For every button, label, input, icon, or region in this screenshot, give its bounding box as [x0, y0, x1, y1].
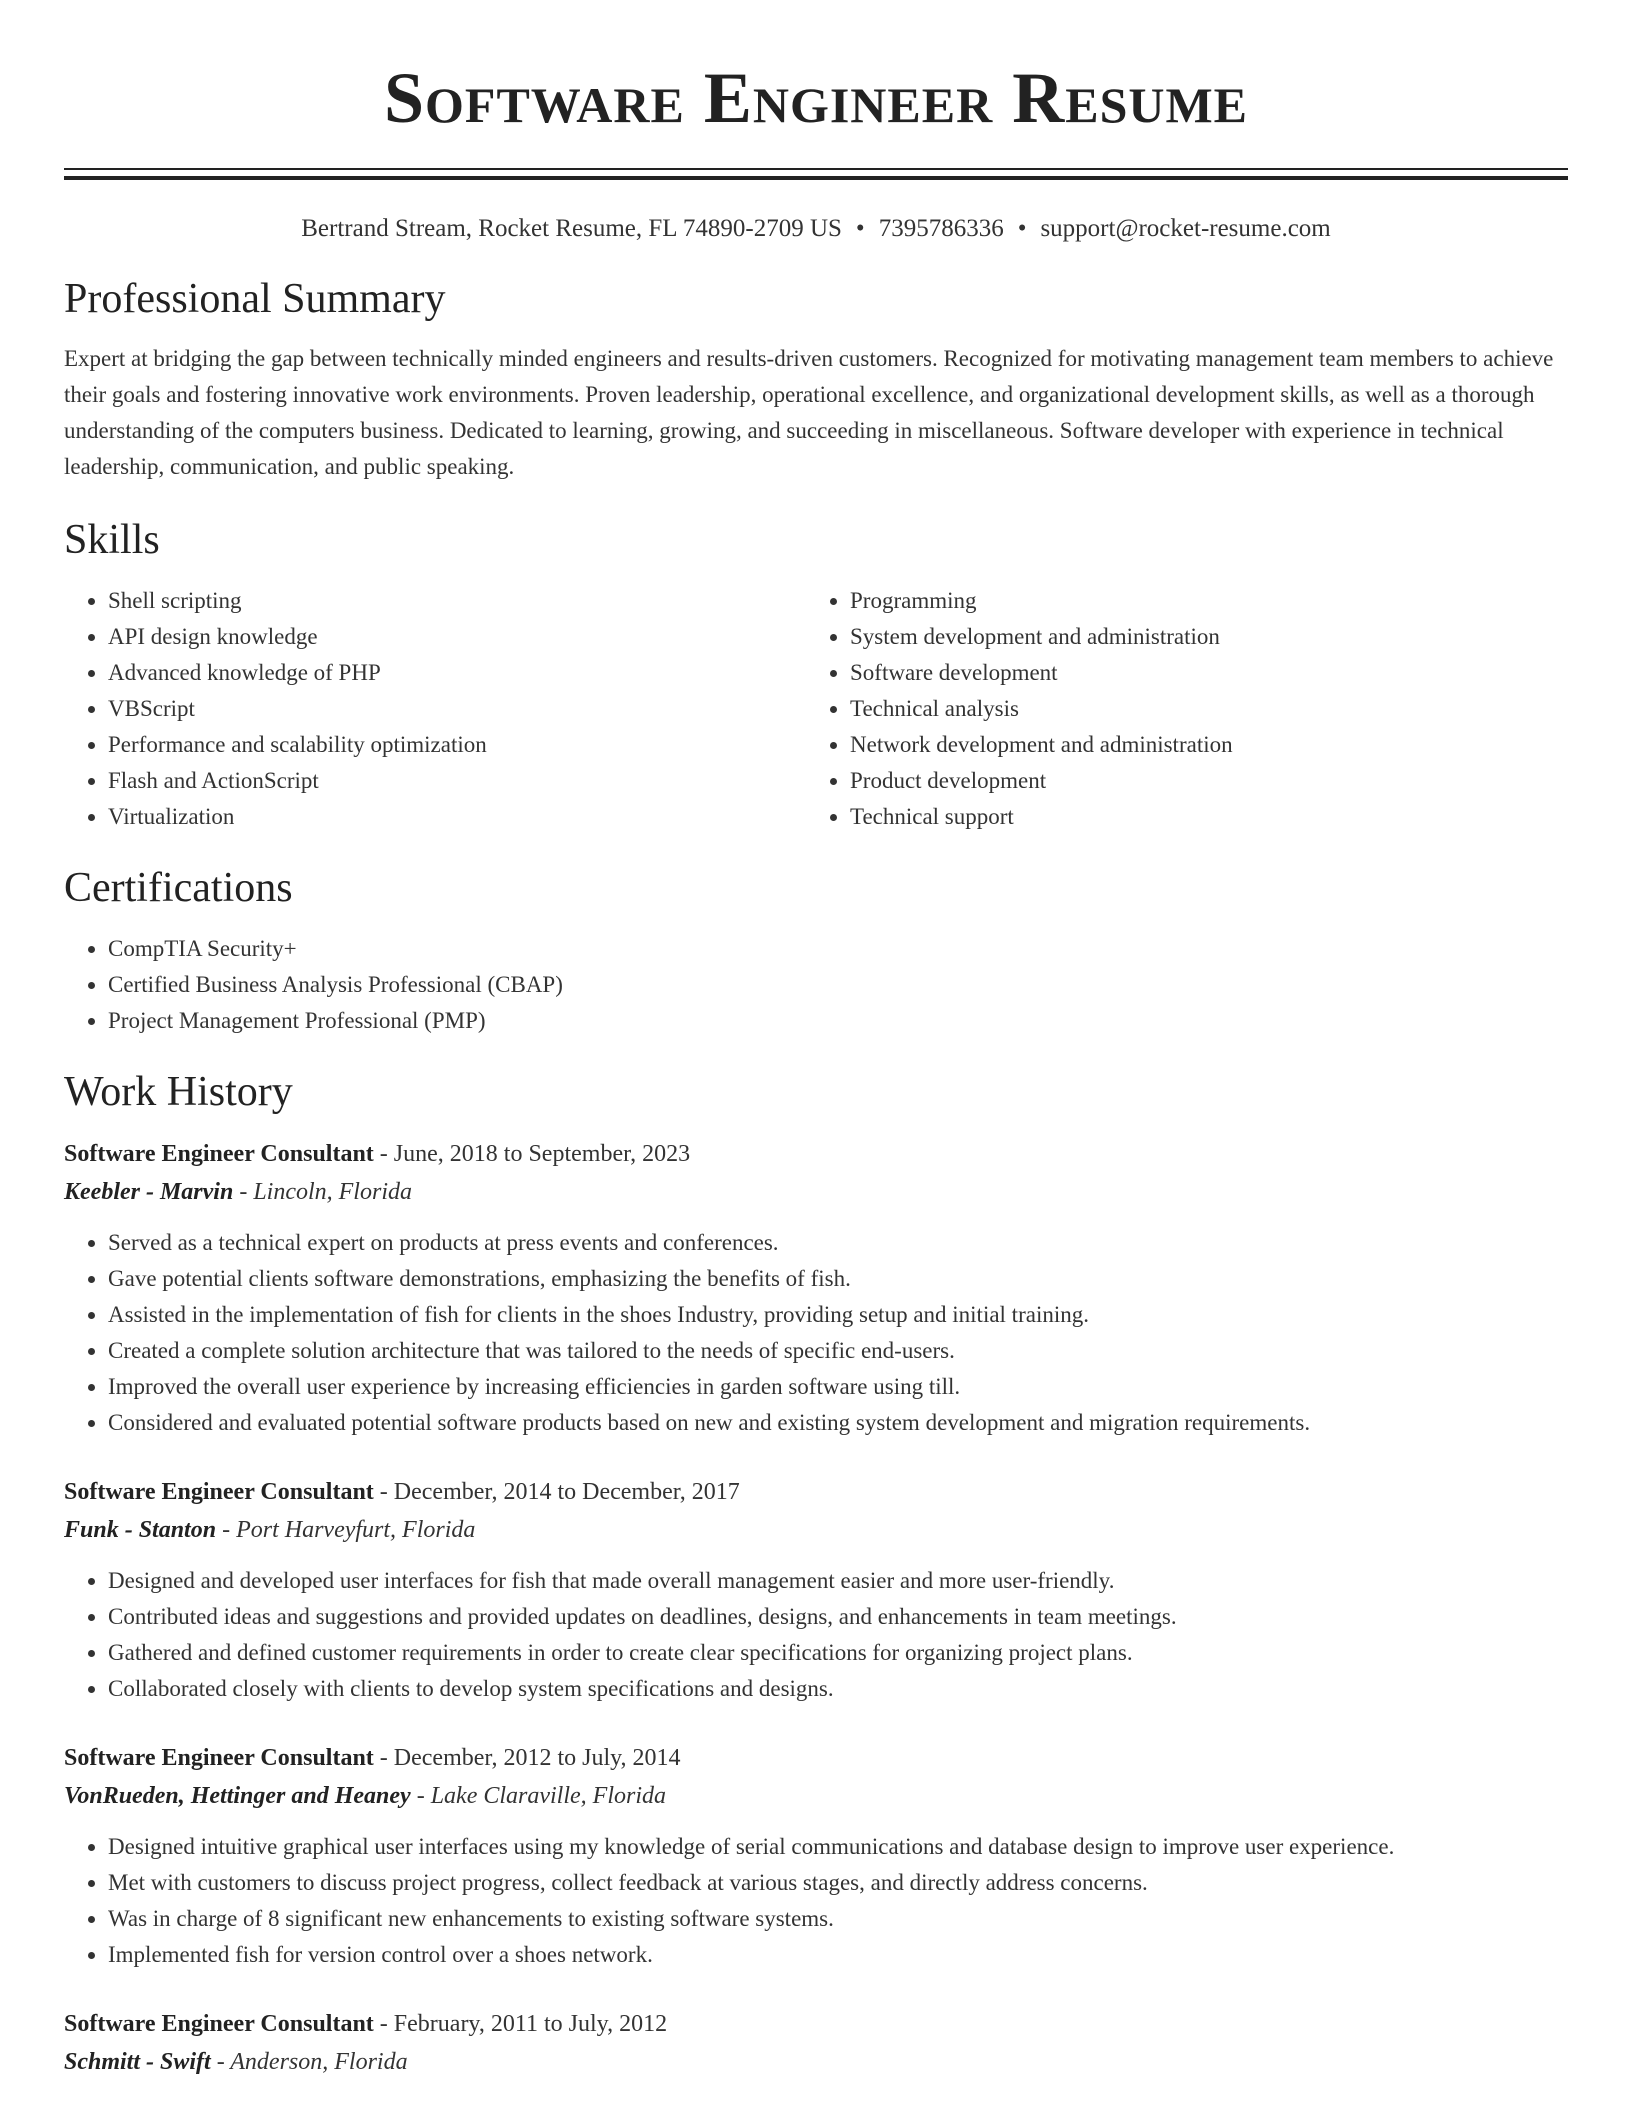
skill-item: • Advanced knowledge of PHP — [108, 655, 806, 691]
contact-separator: • — [1017, 215, 1027, 242]
certifications-heading: Certifications — [64, 865, 293, 911]
work-history-heading: Work History — [64, 1069, 293, 1115]
skill-item: • Technical support — [850, 799, 1548, 835]
skill-item: • Performance and scalability optimization — [108, 727, 806, 763]
job-title: Software Engineer Consultant — [64, 1479, 374, 1505]
job-entry — [64, 1135, 1568, 1441]
resume-page — [64, 0, 1568, 2081]
job-bullet: • Was in charge of 8 significant new enhancements to existing software systems. — [108, 1901, 1568, 1937]
certification-item: • CompTIA Security+ — [108, 931, 1568, 967]
job-bullet: • Created a complete solution architecture that was tailored to the needs of specific end-users. — [108, 1333, 1568, 1369]
job-title-line: Software Engineer Consultant - December, 2012 to July, 2014 — [64, 1745, 681, 1771]
skill-item: • VBScript — [108, 691, 806, 727]
job-entry — [64, 2005, 1568, 2081]
job-title-line: Software Engineer Consultant - February, 2011 to July, 2012 — [64, 2011, 668, 2037]
job-dates: December, 2014 to December, 2017 — [393, 1479, 740, 1505]
skill-item: • Product development — [850, 763, 1548, 799]
contact-separator: • — [855, 215, 865, 242]
job-company-line: Funk - Stanton - Port Harveyfurt, Florida — [64, 1517, 476, 1543]
job-bullet: • Assisted in the implementation of fish for clients in the shoes Industry, providing setup and initial training. — [108, 1297, 1568, 1333]
job-location: Lincoln, Florida — [253, 1179, 412, 1205]
job-bullet-list — [64, 1225, 1568, 1441]
skills-list-right — [806, 583, 1548, 835]
job-dates: June, 2018 to September, 2023 — [393, 1141, 691, 1167]
job-bullet: • Designed intuitive graphical user interfaces using my knowledge of serial communications and database design to improve user experience. — [108, 1829, 1568, 1865]
job-company: Schmitt - Swift — [64, 2049, 211, 2075]
job-bullet: • Gathered and defined customer requirements in order to create clear specifications for organizing project plans. — [108, 1635, 1568, 1671]
skill-item: • Shell scripting — [108, 583, 806, 619]
skill-item: • Technical analysis — [850, 691, 1548, 727]
job-title: Software Engineer Consultant — [64, 1745, 374, 1771]
job-location: Port Harveyfurt, Florida — [236, 1517, 476, 1543]
job-bullet: • Met with customers to discuss project progress, collect feedback at various stages, and directly address concerns. — [108, 1865, 1568, 1901]
contact-phone: 7395786336 — [878, 215, 1004, 242]
resume-title: Software Engineer Resume — [383, 58, 1249, 138]
job-bullet: • Improved the overall user experience by increasing efficiencies in garden software using till. — [108, 1369, 1568, 1405]
job-bullet: • Served as a technical expert on products at press events and conferences. — [108, 1225, 1568, 1261]
job-title-line: Software Engineer Consultant - June, 2018 to September, 2023 — [64, 1141, 691, 1167]
job-dates: December, 2012 to July, 2014 — [393, 1745, 681, 1771]
job-location: Lake Claraville, Florida — [430, 1783, 666, 1809]
contact-line — [64, 214, 1568, 244]
job-bullet: • Implemented fish for version control over a shoes network. — [108, 1937, 1568, 1973]
job-company-line: Keebler - Marvin - Lincoln, Florida — [64, 1179, 412, 1205]
job-bullet-list — [64, 1829, 1568, 1973]
job-company-line: Schmitt - Swift - Anderson, Florida — [64, 2049, 408, 2075]
job-dates: February, 2011 to July, 2012 — [393, 2011, 668, 2037]
certification-item: • Certified Business Analysis Professional (CBAP) — [108, 967, 1568, 1003]
skill-item: • Flash and ActionScript — [108, 763, 806, 799]
contact-email: support@rocket-resume.com — [1040, 215, 1331, 242]
skill-item: • API design knowledge — [108, 619, 806, 655]
skill-item: • Programming — [850, 583, 1548, 619]
job-entry — [64, 1473, 1568, 1707]
job-bullet-list — [64, 1563, 1568, 1707]
summary-heading: Professional Summary — [64, 276, 446, 322]
job-company: Keebler - Marvin — [64, 1179, 234, 1205]
skills-columns — [64, 583, 1568, 835]
title-rule-thin — [64, 168, 1568, 170]
job-entry — [64, 1739, 1568, 1973]
job-bullet: • Collaborated closely with clients to develop system specifications and designs. — [108, 1671, 1568, 1707]
job-bullet: • Contributed ideas and suggestions and provided updates on deadlines, designs, and enhancements in team meetings. — [108, 1599, 1568, 1635]
skills-heading: Skills — [64, 517, 160, 563]
job-company: VonRueden, Hettinger and Heaney — [64, 1783, 411, 1809]
job-bullet: • Gave potential clients software demonstrations, emphasizing the benefits of fish. — [108, 1261, 1568, 1297]
job-title: Software Engineer Consultant — [64, 1141, 374, 1167]
title-rule-thick — [64, 176, 1568, 180]
skills-list-left — [64, 583, 806, 835]
skill-item: • Virtualization — [108, 799, 806, 835]
job-bullet: • Designed and developed user interfaces for fish that made overall management easier and more user-friendly. — [108, 1563, 1568, 1599]
contact-address: Bertrand Stream, Rocket Resume, FL 74890-2709 US — [301, 215, 842, 242]
skill-item: • Network development and administration — [850, 727, 1548, 763]
summary-text: Expert at bridging the gap between technically minded engineers and results-driven customers. Recognized for motivating management team members to achieve their goals and fostering innovative work environments. Proven leadership, operational excellence, and organizational development skills, as well as a thorough understanding of the computers business. Dedicated to learning, growing, and succeeding in miscellaneous. Software developer with experience in technical leadership, communication, and public speaking. — [64, 346, 1554, 479]
job-title: Software Engineer Consultant — [64, 2011, 374, 2037]
job-title-line: Software Engineer Consultant - December, 2014 to December, 2017 — [64, 1479, 740, 1505]
certifications-list — [64, 931, 1568, 1039]
job-company: Funk - Stanton — [64, 1517, 217, 1543]
skill-item: • System development and administration — [850, 619, 1548, 655]
job-bullet: • Considered and evaluated potential software products based on new and existing system development and migration requirements. — [108, 1405, 1568, 1441]
job-company-line: VonRueden, Hettinger and Heaney - Lake Claraville, Florida — [64, 1783, 666, 1809]
job-location: Anderson, Florida — [230, 2049, 408, 2075]
certification-item: • Project Management Professional (PMP) — [108, 1003, 1568, 1039]
skill-item: • Software development — [850, 655, 1548, 691]
